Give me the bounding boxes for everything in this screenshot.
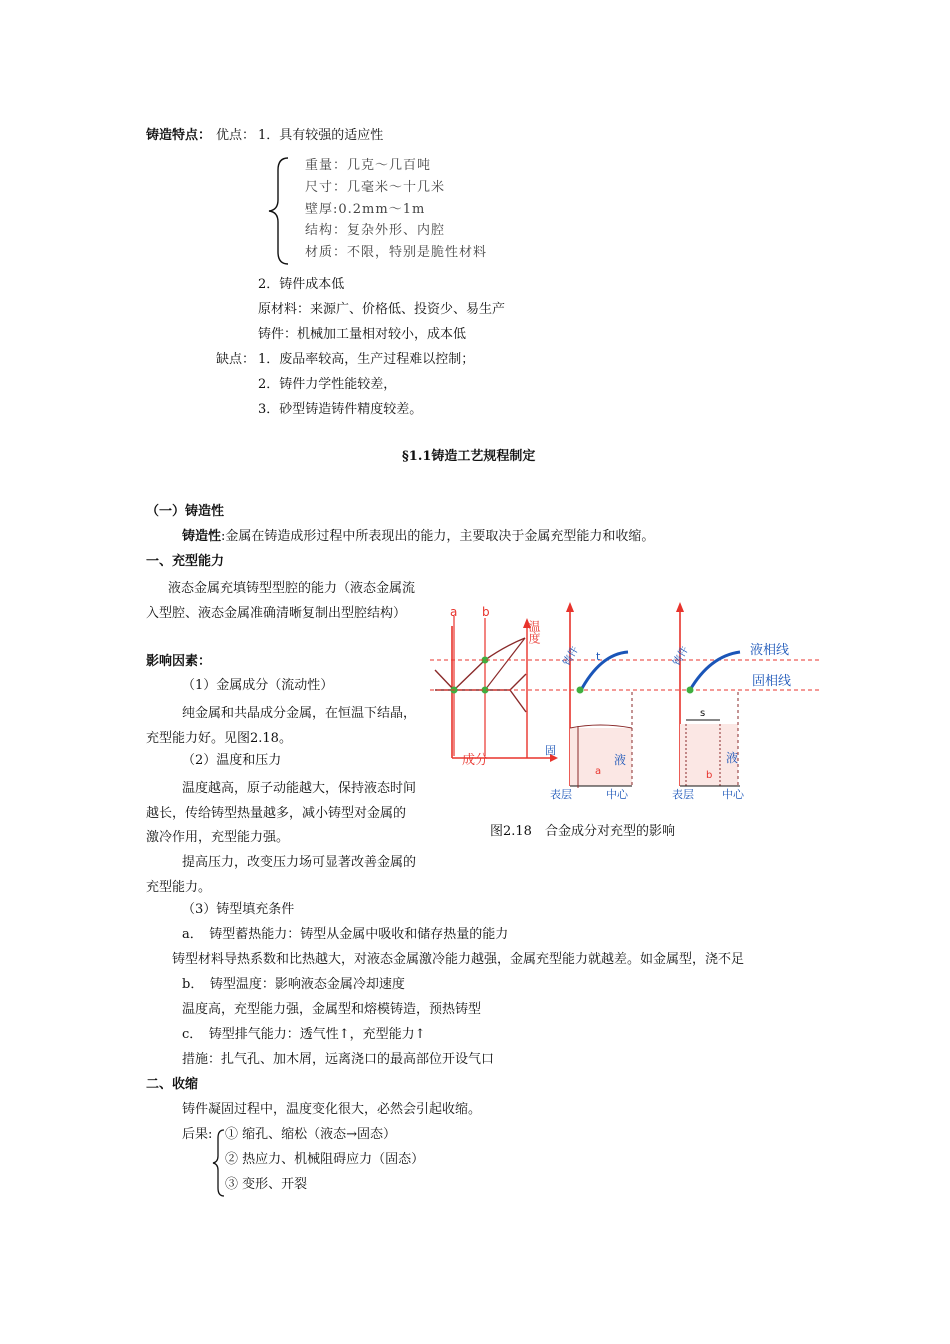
result-label: 后果:: [182, 1127, 213, 1142]
casting-cost-text: 铸件：机械加工量相对较小，成本低: [258, 327, 467, 342]
factor-2-text-2: 提高压力，改变压力场可显著改善金属的充型能力。: [146, 855, 417, 895]
figure-caption: 图2.18 合金成分对充型的影响: [490, 824, 675, 839]
disadvantage-2: 2．铸件力学性能较差，: [258, 377, 397, 392]
heading-filling-ability: 一、充型能力: [146, 554, 225, 569]
label-composition: 成分: [462, 753, 489, 768]
label-b-2: b: [706, 770, 713, 781]
heading-shrinkage: 二、收缩: [146, 1077, 199, 1092]
label-solid: 固: [545, 744, 556, 757]
disadvantage-1: 1．废品率较高，生产过程难以控制；: [258, 352, 475, 367]
section-title: §1.1铸造工艺规程制定: [402, 449, 536, 464]
label-s: s: [700, 708, 706, 719]
castability-definition: [182, 528, 654, 546]
adaptability-size: 尺寸：几毫米～十几米: [305, 180, 446, 195]
label-casting-2: 铸件: [671, 644, 691, 668]
disadvantages-label: 缺点：: [216, 352, 256, 367]
left-brace-icon: [266, 156, 292, 266]
result-1: ① 缩孔、缩松（液态→固态）: [225, 1127, 397, 1142]
label-center-1: 中心: [606, 788, 628, 801]
advantage-1: 1．具有较强的适应性: [258, 128, 384, 143]
label-liquid-2: 液: [726, 751, 739, 765]
measures-text: 措施：扎气孔、加木屑，远离浇口的最高部位开设气口: [182, 1052, 495, 1067]
influencing-factors-label: 影响因素：: [146, 654, 212, 669]
label-temperature: 温度: [527, 620, 541, 644]
factor-1-title: （1）金属成分（流动性）: [182, 678, 334, 693]
condition-a: a． 铸型蓄热能力：铸型从金属中吸收和储存热量的能力: [182, 927, 509, 942]
label-b: b: [482, 605, 490, 619]
left-brace-icon-2: [212, 1128, 226, 1198]
factor-1-text: 纯金属和共晶成分金属，在恒温下结晶，充型能力好。见图2.18。: [146, 706, 417, 746]
label-liquidus: 液相线: [750, 643, 790, 658]
label-t: t: [596, 650, 601, 663]
heading-castability: （一）铸造性: [146, 504, 225, 519]
shrinkage-text: 铸件凝固过程中，温度变化很大，必然会引起收缩。: [182, 1102, 482, 1117]
figure-2-18: [430, 596, 825, 806]
adaptability-weight: 重量：几克～几百吨: [305, 158, 432, 173]
factor-3-title: （3）铸型填充条件: [182, 902, 295, 917]
adaptability-structure: 结构：复杂外形、内腔: [305, 223, 446, 238]
castability-term: 铸造性: [182, 529, 222, 544]
condition-b-text: 温度高，充型能力强，金属型和熔模铸造，预热铸型: [182, 1002, 482, 1017]
label-liquid-1: 液: [614, 753, 627, 767]
raw-material-text: 原材料：来源广、价格低、投资少、易生产: [258, 302, 506, 317]
label-solidus: 固相线: [752, 674, 792, 689]
condition-c: c． 铸型排气能力：透气性↑，充型能力↑: [182, 1027, 426, 1042]
adaptability-material: 材质：不限，特别是脆性材料: [305, 245, 488, 260]
advantage-2: 2．铸件成本低: [258, 277, 345, 292]
result-3: ③ 变形、开裂: [225, 1177, 308, 1192]
factor-2-text: 温度越高，原子动能越大，保持液态时间越长，传给铸型热量越多，减小铸型对金属的激冷作用，充型能力强。: [146, 781, 417, 845]
factor-2-title: （2）温度和压力: [182, 753, 282, 768]
label-surface-1: 表层: [550, 788, 572, 801]
disadvantage-3: 3．砂型铸造铸件精度较差。: [258, 402, 423, 417]
condition-a-text: 铸型材料导热系数和比热越大，对液态金属激冷能力越强，金属充型能力就越差。如金属型，浇不足: [172, 952, 745, 967]
adaptability-wall: 壁厚:0.2mm～1m: [305, 202, 426, 217]
advantages-label: 优点：: [216, 128, 256, 143]
castability-definition-text: :金属在铸造成形过程中所表现出的能力，主要取决于金属充型能力和收缩。: [221, 529, 655, 544]
condition-b: b． 铸型温度：影响液态金属冷却速度: [182, 977, 405, 992]
label-center-2: 中心: [722, 788, 744, 801]
result-2: ② 热应力、机械阻碍应力（固态）: [225, 1152, 425, 1167]
label-a: a: [450, 605, 458, 619]
label-surface-2: 表层: [672, 788, 694, 801]
label-casting-1: 铸件: [561, 644, 581, 668]
casting-features-label: 铸造特点：: [146, 128, 212, 143]
filling-ability-definition: 液态金属充填铸型型腔的能力（液态金属流入型腔、液态金属准确清晰复制出型腔结构）: [146, 581, 416, 621]
label-a-2: a: [595, 766, 602, 777]
